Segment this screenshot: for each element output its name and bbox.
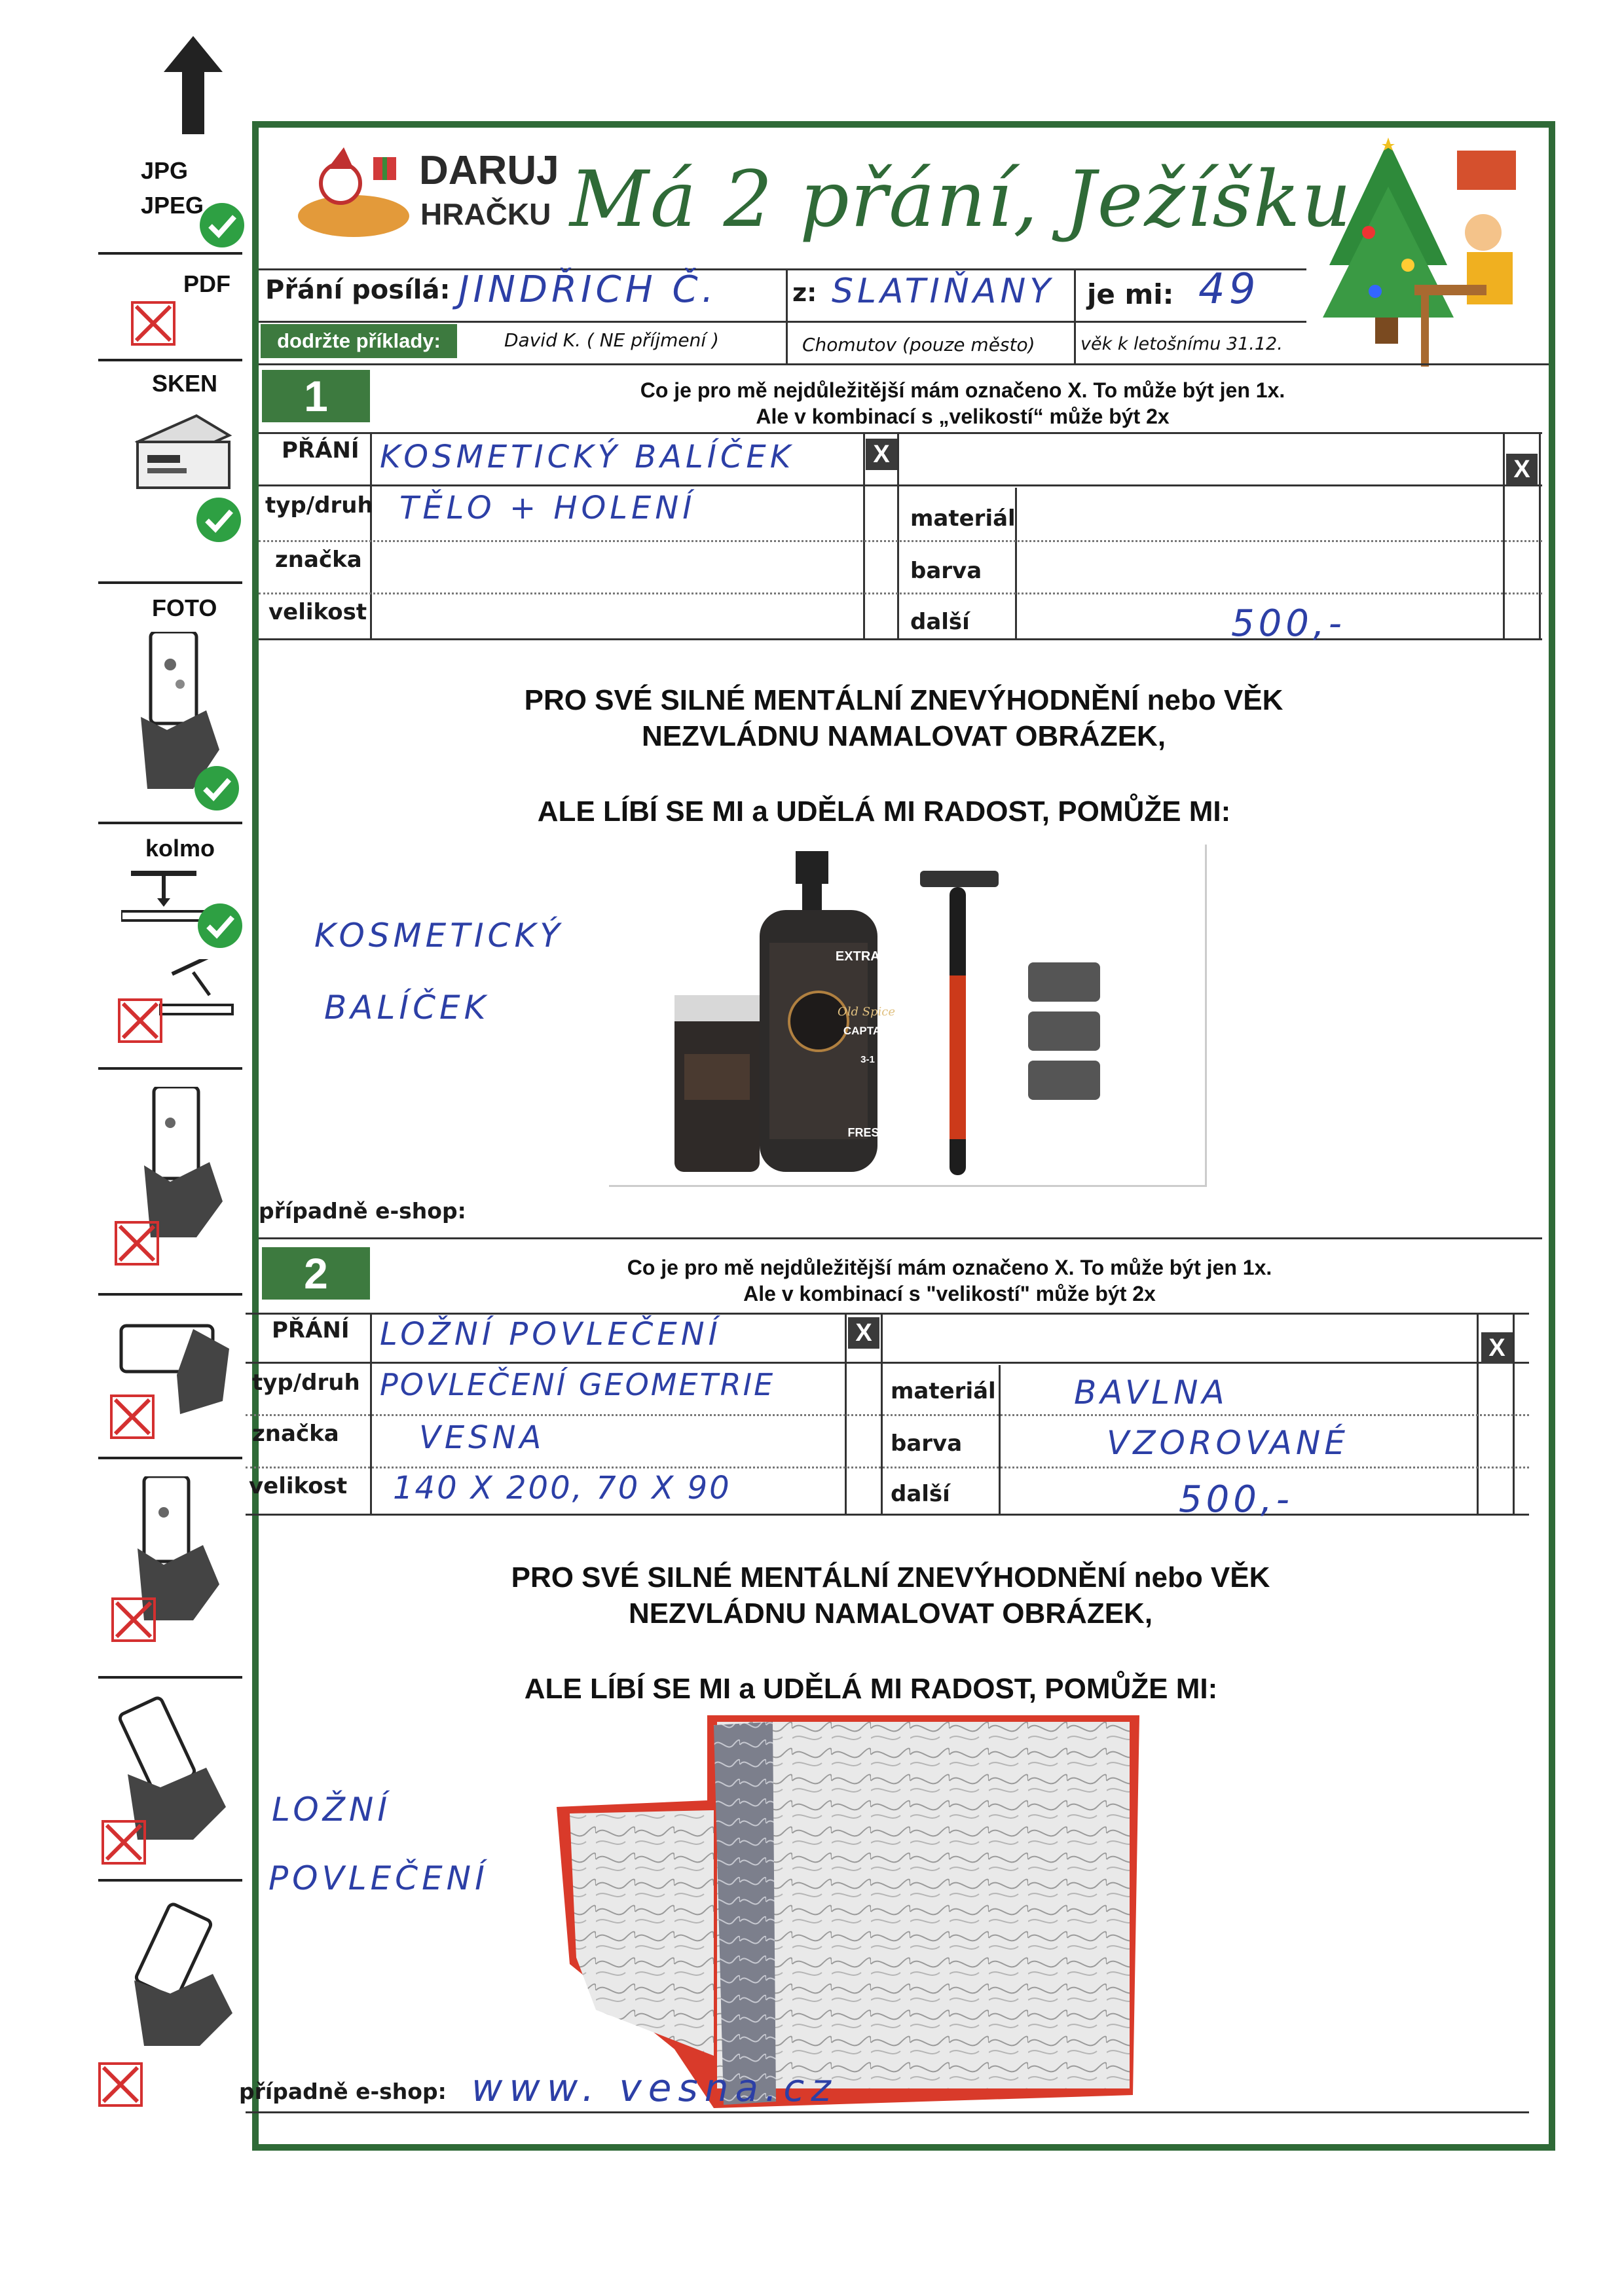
check-icon <box>196 498 241 542</box>
product-label-name: CAPTAIN <box>843 1025 893 1037</box>
divider <box>246 1414 1529 1416</box>
brand-label: značka <box>275 547 362 573</box>
priority-mark: X <box>866 439 897 470</box>
sender-name: JINDŘICH Č. <box>458 268 718 311</box>
example-town: Chomutov (pouze město) <box>802 334 1035 355</box>
table-top <box>259 432 1542 434</box>
eshop-value: www. vesna.cz <box>471 2066 838 2110</box>
logo-hracku: HRAČKU <box>420 197 551 231</box>
cross-icon <box>110 1394 155 1439</box>
notice-line1: PRO SVÉ SILNÉ MENTÁLNÍ ZNEVÝHODNĚNÍ nebo VĚK <box>511 1561 1270 1594</box>
material-label: materiál <box>910 505 1016 532</box>
divider <box>863 432 865 638</box>
divider <box>246 1362 1529 1364</box>
divider <box>98 1067 242 1070</box>
notice-line2: NEZVLÁDNU NAMALOVAT OBRÁZEK, <box>641 720 1166 752</box>
type-label: typ/druh <box>252 1370 360 1396</box>
eshop-label: případně e-shop: <box>259 1198 466 1224</box>
divider <box>259 1237 1542 1239</box>
divider <box>98 822 242 824</box>
wish-label: PŘÁNÍ <box>272 1317 350 1343</box>
divider <box>98 581 242 584</box>
table-top <box>246 1313 1529 1315</box>
divider <box>98 1293 242 1296</box>
notice-line2: NEZVLÁDNU NAMALOVAT OBRÁZEK, <box>628 1597 1153 1630</box>
page-title: Má 2 přání, Ježíšku <box>570 154 1353 244</box>
size-label: velikost <box>268 599 367 625</box>
scanner-icon <box>131 403 236 501</box>
divider <box>786 268 788 363</box>
type-value: TĚLO + HOLENÍ <box>399 490 696 526</box>
priority-mark: X <box>848 1317 879 1349</box>
divider <box>1074 268 1076 363</box>
priority-mark: X <box>1506 454 1538 485</box>
bedding-image <box>557 1715 1146 2108</box>
logo-daruj: DARUJ <box>419 148 559 193</box>
wish-note-line1: Co je pro mě nejdůležitější mám označeno X. To může být jen 1x. <box>640 378 1285 402</box>
notice-line1: PRO SVÉ SILNÉ MENTÁLNÍ ZNEVÝHODNĚNÍ nebo VĚK <box>524 684 1283 716</box>
notice-line3: ALE LÍBÍ SE MI a UDĚLÁ MI RADOST, POMŮŽE MI: <box>524 1673 1218 1705</box>
type-label: typ/druh <box>265 492 373 519</box>
size-value: 140 X 200, 70 X 90 <box>393 1470 731 1506</box>
phone-hand-icon <box>128 632 226 789</box>
cross-icon <box>115 1221 159 1266</box>
divider <box>1539 432 1541 638</box>
scan-label: SKEN <box>152 370 218 397</box>
divider <box>98 1457 242 1459</box>
jpeg-label: JPEG <box>141 192 204 219</box>
product-label-type: 3-1 <box>860 1054 875 1065</box>
sender-age: 49 <box>1198 265 1260 314</box>
divider <box>246 2111 1529 2113</box>
drawing-note: BALÍČEK <box>324 989 490 1027</box>
divider <box>259 638 1542 640</box>
other-label: další <box>891 1481 950 1507</box>
brand-value: VESNA <box>419 1419 545 1456</box>
color-label: barva <box>910 558 982 584</box>
example-age: věk k letošnímu 31.12. <box>1080 334 1283 354</box>
divider <box>259 484 1542 486</box>
header-rule <box>259 268 1306 270</box>
photo-label: FOTO <box>152 594 217 621</box>
town-label: z: <box>792 278 817 307</box>
drawing-note: LOŽNÍ <box>272 1791 392 1829</box>
sender-town: SLATIŇANY <box>832 272 1054 311</box>
other-label: další <box>910 609 970 635</box>
divider <box>98 359 242 361</box>
divider <box>259 321 1306 323</box>
divider <box>98 1879 242 1882</box>
wish-note-line1: Co je pro mě nejdůležitější mám označeno X. To může být jen 1x. <box>627 1256 1272 1279</box>
eshop-label: případně e-shop: <box>239 2079 447 2104</box>
pdf-label: PDF <box>183 270 231 297</box>
perpendicular-icon <box>121 871 206 923</box>
phone-tilted-icon <box>121 1902 239 2046</box>
divider <box>259 540 1542 542</box>
wish-number: 2 <box>262 1247 370 1300</box>
divider <box>1503 432 1505 638</box>
material-value: BAVLNA <box>1074 1374 1228 1412</box>
cross-icon <box>111 1597 156 1642</box>
example-label: dodržte příklady: <box>261 324 457 358</box>
size-label: velikost <box>249 1473 348 1499</box>
product-label-size: EXTRA XL <box>835 949 900 964</box>
arrow-up-icon <box>164 36 223 134</box>
kolmo-label: kolmo <box>145 835 215 862</box>
divider <box>897 432 899 638</box>
example-name: David K. ( NE příjmení ) <box>504 329 719 351</box>
divider <box>98 1676 242 1679</box>
color-value: VZOROVANÉ <box>1107 1424 1349 1462</box>
wish-note-line2: Ale v kombinací s "velikostí" může být 2x <box>743 1282 1156 1305</box>
phone-hand-icon <box>134 1087 226 1237</box>
divider <box>999 1365 1001 1516</box>
cross-icon <box>101 1820 146 1865</box>
color-label: barva <box>891 1430 963 1457</box>
divider <box>259 363 1549 365</box>
phone-tilted-icon <box>108 1696 232 1840</box>
drawing-note: KOSMETICKÝ <box>314 917 564 955</box>
wish-label: PŘÁNÍ <box>282 437 360 464</box>
check-icon <box>200 203 244 247</box>
wish-note-line2: Ale v kombinací s „velikostí“ může být 2x <box>756 405 1170 428</box>
divider <box>370 432 372 638</box>
notice-line3: ALE LÍBÍ SE MI a UDĚLÁ MI RADOST, POMŮŽE MI: <box>537 795 1231 828</box>
other-value: 500,- <box>1231 602 1346 645</box>
product-label-scent: FRESH <box>847 1126 888 1139</box>
divider <box>98 252 242 255</box>
wish-value: LOŽNÍ POVLEČENÍ <box>380 1316 722 1353</box>
cross-icon <box>98 2062 143 2107</box>
wish-number: 1 <box>262 370 370 422</box>
angled-icon <box>157 959 236 1018</box>
christmas-tree-boy-icon <box>1310 134 1526 383</box>
type-value: POVLEČENÍ GEOMETRIE <box>380 1367 775 1402</box>
check-icon <box>194 766 239 811</box>
cross-icon <box>131 301 175 346</box>
drawing-note: POVLEČENÍ <box>268 1859 489 1897</box>
check-icon <box>198 903 242 948</box>
divider <box>259 592 1542 594</box>
divider <box>246 1467 1529 1468</box>
wish-value: KOSMETICKÝ BALÍČEK <box>380 439 795 475</box>
priority-mark: X <box>1481 1332 1513 1364</box>
divider <box>246 1514 1529 1516</box>
material-label: materiál <box>891 1378 996 1404</box>
product-label-brand: Old Spice <box>837 1005 896 1019</box>
brand-label: značka <box>252 1421 339 1447</box>
sender-label: Přání posílá: <box>265 275 451 305</box>
age-label: je mi: <box>1087 278 1174 310</box>
santa-logo-icon <box>295 144 416 242</box>
cross-icon <box>118 998 162 1043</box>
product-photo <box>609 845 1207 1187</box>
jpg-label: JPG <box>141 157 189 184</box>
other-value: 500,- <box>1179 1478 1293 1521</box>
